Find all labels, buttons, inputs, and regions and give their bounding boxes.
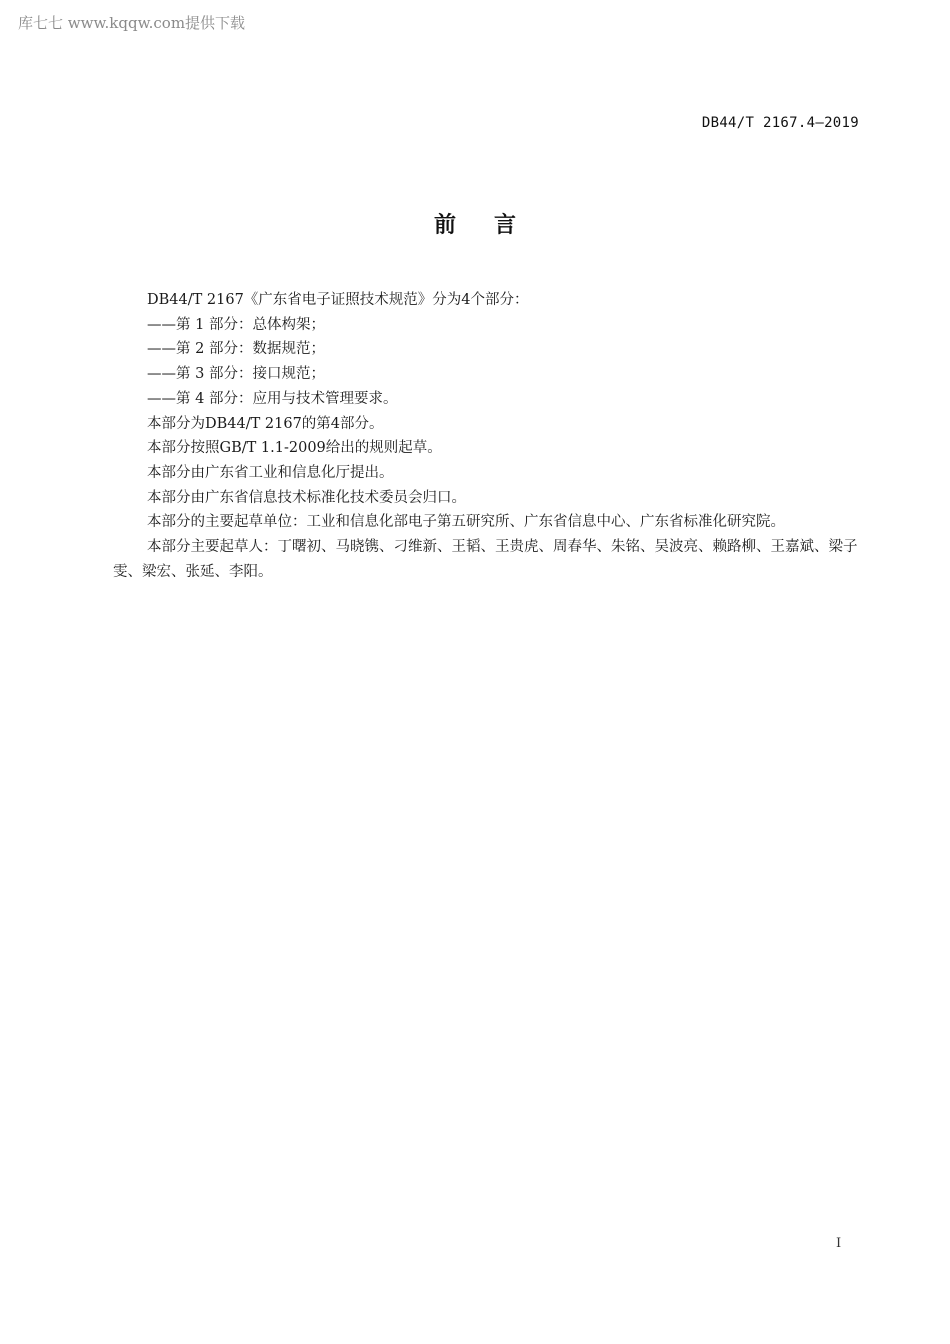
watermark: 库七七 www.kqqw.com提供下载 — [18, 14, 246, 32]
paragraph-part-1: ——第 1 部分：总体构架； — [147, 316, 325, 333]
body-text — [113, 288, 865, 584]
paragraph-part-3: ——第 3 部分：接口规范； — [147, 366, 325, 383]
page-title: 前言 — [433, 213, 554, 238]
paragraph-part-2: ——第 2 部分：数据规范； — [147, 341, 325, 358]
paragraph-proposed-by: 本部分由广东省工业和信息化厅提出。 — [147, 464, 394, 481]
paragraph-drafting-units: 本部分的主要起草单位：工业和信息化部电子第五研究所、广东省信息中心、广东省标准化研究院。 — [147, 514, 785, 531]
paragraph-parts-intro: DB44/T 2167《广东省电子证照技术规范》分为4个部分： — [147, 292, 529, 308]
paragraph-drafters: 本部分主要起草人：丁曙初、马晓镌、刁维新、王韬、王贵虎、周春华、朱铭、吴波亮、赖路柳、王嘉斌、梁子雯、梁宏、张延、李阳。 — [113, 539, 858, 580]
paragraph-part-4: ——第 4 部分：应用与技术管理要求。 — [147, 390, 398, 407]
paragraph-this-part: 本部分为DB44/T 2167的第4部分。 — [147, 415, 384, 432]
document-code: DB44/T 2167.4—2019 — [701, 115, 859, 131]
page-number: I — [836, 1236, 842, 1251]
paragraph-under-jurisdiction: 本部分由广东省信息技术标准化技术委员会归口。 — [147, 489, 466, 506]
paragraph-drafting-rules: 本部分按照GB/T 1.1-2009给出的规则起草。 — [147, 440, 442, 457]
